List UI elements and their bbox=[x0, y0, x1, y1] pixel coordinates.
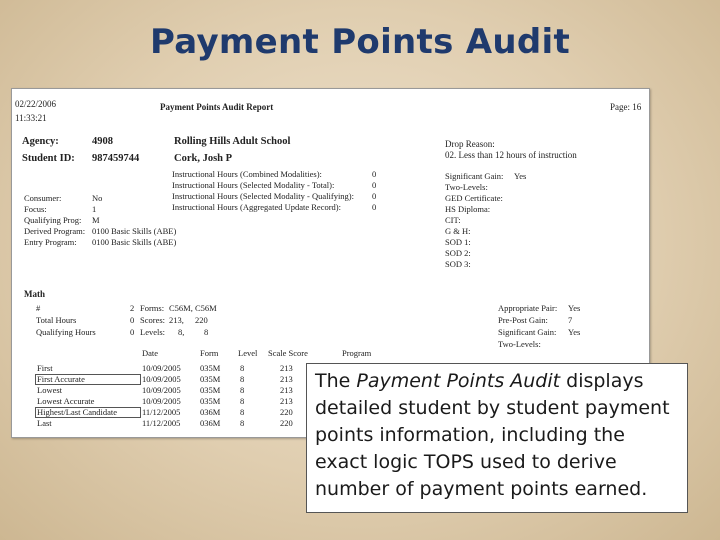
table-row-form: 035M bbox=[200, 374, 221, 384]
field-label: Entry Program: bbox=[24, 237, 77, 247]
table-row-name: Lowest Accurate bbox=[37, 396, 95, 406]
instr-hours-label: Instructional Hours (Selected Modality - Qualifying): bbox=[172, 191, 354, 201]
table-header-program: Program bbox=[342, 348, 372, 358]
field-label: SOD 1: bbox=[445, 237, 471, 247]
agency-id: 4908 bbox=[92, 136, 113, 147]
math-heading: Math bbox=[24, 289, 45, 299]
student-label: Student ID: bbox=[22, 153, 75, 164]
gain-label: Appropriate Pair: bbox=[498, 303, 558, 313]
math-row-v2: 8 bbox=[204, 327, 209, 337]
table-row-date: 10/09/2005 bbox=[142, 396, 181, 406]
table-row-score: 220 bbox=[280, 407, 293, 417]
table-row-score: 213 bbox=[280, 396, 293, 406]
instr-hours-value: 0 bbox=[372, 169, 377, 179]
instr-hours-label: Instructional Hours (Selected Modality - Total): bbox=[172, 180, 335, 190]
math-row-label: # bbox=[36, 303, 41, 313]
table-row-form: 036M bbox=[200, 407, 221, 417]
gain-label: Pre-Post Gain: bbox=[498, 315, 548, 325]
callout-prefix: The bbox=[315, 370, 357, 392]
drop-reason-value: 02. Less than 12 hours of instruction bbox=[445, 150, 577, 160]
field-label: Focus: bbox=[24, 204, 47, 214]
report-time: 11:33:21 bbox=[15, 113, 47, 123]
instr-hours-value: 0 bbox=[372, 202, 377, 212]
field-value: M bbox=[92, 215, 100, 225]
gain-label: Two-Levels: bbox=[498, 339, 541, 349]
table-row-name: Lowest bbox=[37, 385, 63, 395]
table-row-score: 213 bbox=[280, 363, 293, 373]
math-row-count: 2 bbox=[130, 303, 135, 313]
field-label: G & H: bbox=[445, 226, 471, 236]
table-row-date: 11/12/2005 bbox=[142, 407, 181, 417]
math-row-key: Forms: bbox=[140, 303, 165, 313]
slide-title: Payment Points Audit bbox=[149, 22, 571, 62]
table-header-score: Scale Score bbox=[268, 348, 308, 358]
drop-reason-label: Drop Reason: bbox=[445, 139, 495, 149]
field-value: 1 bbox=[92, 204, 97, 214]
report-page: Page: 16 bbox=[610, 102, 642, 112]
table-row-form: 036M bbox=[200, 418, 221, 428]
field-label: CIT: bbox=[445, 215, 461, 225]
field-value: Yes bbox=[514, 171, 527, 181]
math-row-label: Total Hours bbox=[36, 315, 77, 325]
field-label: HS Diploma: bbox=[445, 204, 491, 214]
math-row-v2: C56M bbox=[195, 303, 217, 313]
table-row-date: 10/09/2005 bbox=[142, 374, 181, 384]
field-value: 0100 Basic Skills (ABE) bbox=[92, 237, 177, 247]
table-row-name: First Accurate bbox=[37, 374, 85, 384]
math-row-v1: C56M, bbox=[169, 303, 193, 313]
field-label: Consumer: bbox=[24, 193, 62, 203]
table-row-name: Last bbox=[37, 418, 52, 428]
table-row-form: 035M bbox=[200, 363, 221, 373]
gain-value: 7 bbox=[568, 315, 573, 325]
math-row-key: Levels: bbox=[140, 327, 166, 337]
instr-hours-value: 0 bbox=[372, 191, 377, 201]
report-date: 02/22/2006 bbox=[15, 99, 57, 109]
field-label: SOD 3: bbox=[445, 259, 471, 269]
math-row-label: Qualifying Hours bbox=[36, 327, 96, 337]
table-row-name: Highest/Last Candidate bbox=[37, 407, 118, 417]
math-row-count: 0 bbox=[130, 327, 135, 337]
table-row-score: 213 bbox=[280, 385, 293, 395]
callout-box bbox=[306, 363, 688, 513]
table-row-date: 11/12/2005 bbox=[142, 418, 181, 428]
table-row-level: 8 bbox=[240, 374, 245, 384]
student-id: 987459744 bbox=[92, 153, 140, 164]
table-header-date: Date bbox=[142, 348, 159, 358]
table-row-level: 8 bbox=[240, 363, 245, 373]
math-row-v1: 213, bbox=[169, 315, 184, 325]
field-label: Derived Program: bbox=[24, 226, 86, 236]
field-label: SOD 2: bbox=[445, 248, 471, 258]
instr-hours-value: 0 bbox=[372, 180, 377, 190]
agency-label: Agency: bbox=[22, 136, 59, 147]
field-label: Significant Gain: bbox=[445, 171, 504, 181]
gain-value: Yes bbox=[568, 327, 581, 337]
gain-value: Yes bbox=[568, 303, 581, 313]
table-row-score: 213 bbox=[280, 374, 293, 384]
table-row-level: 8 bbox=[240, 418, 245, 428]
math-row-key: Scores: bbox=[140, 315, 166, 325]
table-row-level: 8 bbox=[240, 385, 245, 395]
math-row-v2: 220 bbox=[195, 315, 208, 325]
table-row-name: First bbox=[37, 363, 53, 373]
instr-hours-label: Instructional Hours (Combined Modalities): bbox=[172, 169, 322, 179]
table-row-level: 8 bbox=[240, 396, 245, 406]
callout-emphasis: Payment Points Audit bbox=[356, 370, 561, 392]
table-row-score: 220 bbox=[280, 418, 293, 428]
math-row-count: 0 bbox=[130, 315, 135, 325]
field-label: Qualifying Prog: bbox=[24, 215, 82, 225]
student-name: Cork, Josh P bbox=[174, 153, 233, 164]
math-row-v1: 8, bbox=[178, 327, 185, 337]
table-row-form: 035M bbox=[200, 396, 221, 406]
table-header-level: Level bbox=[238, 348, 258, 358]
field-value: 0100 Basic Skills (ABE) bbox=[92, 226, 177, 236]
gain-label: Significant Gain: bbox=[498, 327, 557, 337]
table-row-form: 035M bbox=[200, 385, 221, 395]
field-value: No bbox=[92, 193, 103, 203]
table-row-date: 10/09/2005 bbox=[142, 363, 181, 373]
report-title: Payment Points Audit Report bbox=[160, 102, 274, 112]
field-label: Two-Levels: bbox=[445, 182, 488, 192]
instr-hours-label: Instructional Hours (Aggregated Update Record): bbox=[172, 202, 341, 212]
callout-text: displays detailed student by student payment points information, including the exact logic TOPS used to derive number of payment points earned. bbox=[315, 370, 670, 500]
table-header-form: Form bbox=[200, 348, 219, 358]
table-row-date: 10/09/2005 bbox=[142, 385, 181, 395]
agency-name: Rolling Hills Adult School bbox=[174, 136, 291, 147]
field-label: GED Certificate: bbox=[445, 193, 503, 203]
table-row-level: 8 bbox=[240, 407, 245, 417]
